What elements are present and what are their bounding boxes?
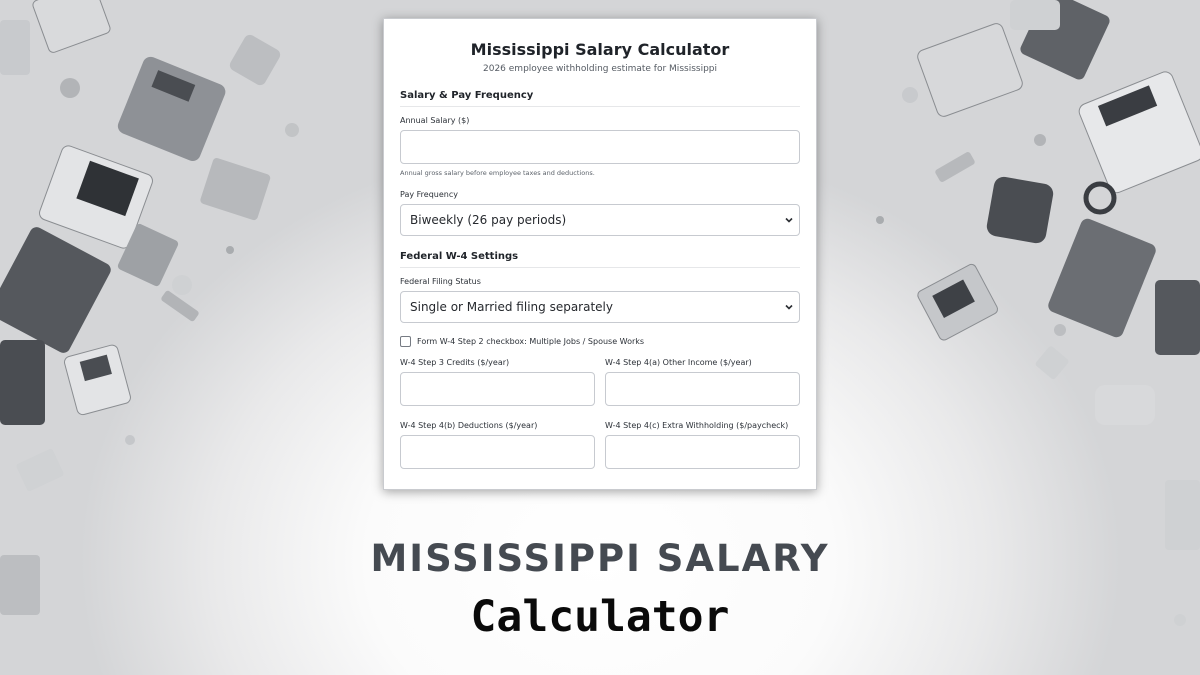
banner-subtitle: Calculator xyxy=(470,592,730,642)
step4a-other-income-label: W-4 Step 4(a) Other Income ($/year) xyxy=(605,358,752,367)
pay-frequency-label: Pay Frequency xyxy=(400,190,458,199)
chevron-down-icon xyxy=(784,215,794,225)
multiple-jobs-row xyxy=(400,336,800,347)
multiple-jobs-checkbox[interactable] xyxy=(400,336,411,347)
filing-status-value: Single or Married filing separately xyxy=(410,300,613,314)
w4-fields-row-2 xyxy=(400,421,800,469)
step4c-extra-withholding-label: W-4 Step 4(c) Extra Withholding ($/paycheck) xyxy=(605,421,789,430)
step4b-deductions-input[interactable] xyxy=(400,435,595,469)
multiple-jobs-label: Form W-4 Step 2 checkbox: Multiple Jobs / Spouse Works xyxy=(417,337,645,346)
banner-title: MISSISSIPPI SALARY xyxy=(370,537,830,580)
step3-credits-label: W-4 Step 3 Credits ($/year) xyxy=(400,358,510,367)
pay-frequency-value: Biweekly (26 pay periods) xyxy=(410,213,567,227)
step4b-deductions-label: W-4 Step 4(b) Deductions ($/year) xyxy=(400,421,538,430)
chevron-down-icon xyxy=(784,302,794,312)
pay-frequency-select[interactable] xyxy=(400,204,800,236)
filing-status-select[interactable] xyxy=(400,291,800,323)
section-salary-heading: Salary & Pay Frequency xyxy=(400,90,800,107)
annual-salary-input[interactable] xyxy=(400,130,800,164)
step4c-extra-withholding-input[interactable] xyxy=(605,435,800,469)
calculator-card xyxy=(383,18,817,490)
calculator-subtitle: 2026 employee withholding estimate for Mississippi xyxy=(483,64,717,74)
calculator-title: Mississippi Salary Calculator xyxy=(470,40,730,59)
step3-credits-input[interactable] xyxy=(400,372,595,406)
step4a-other-income-input[interactable] xyxy=(605,372,800,406)
annual-salary-label: Annual Salary ($) xyxy=(400,116,470,125)
w4-fields-row-1 xyxy=(400,358,800,406)
annual-salary-help: Annual gross salary before employee taxes and deductions. xyxy=(400,169,595,177)
filing-status-label: Federal Filing Status xyxy=(400,277,481,286)
section-w4-heading: Federal W-4 Settings xyxy=(400,251,800,268)
